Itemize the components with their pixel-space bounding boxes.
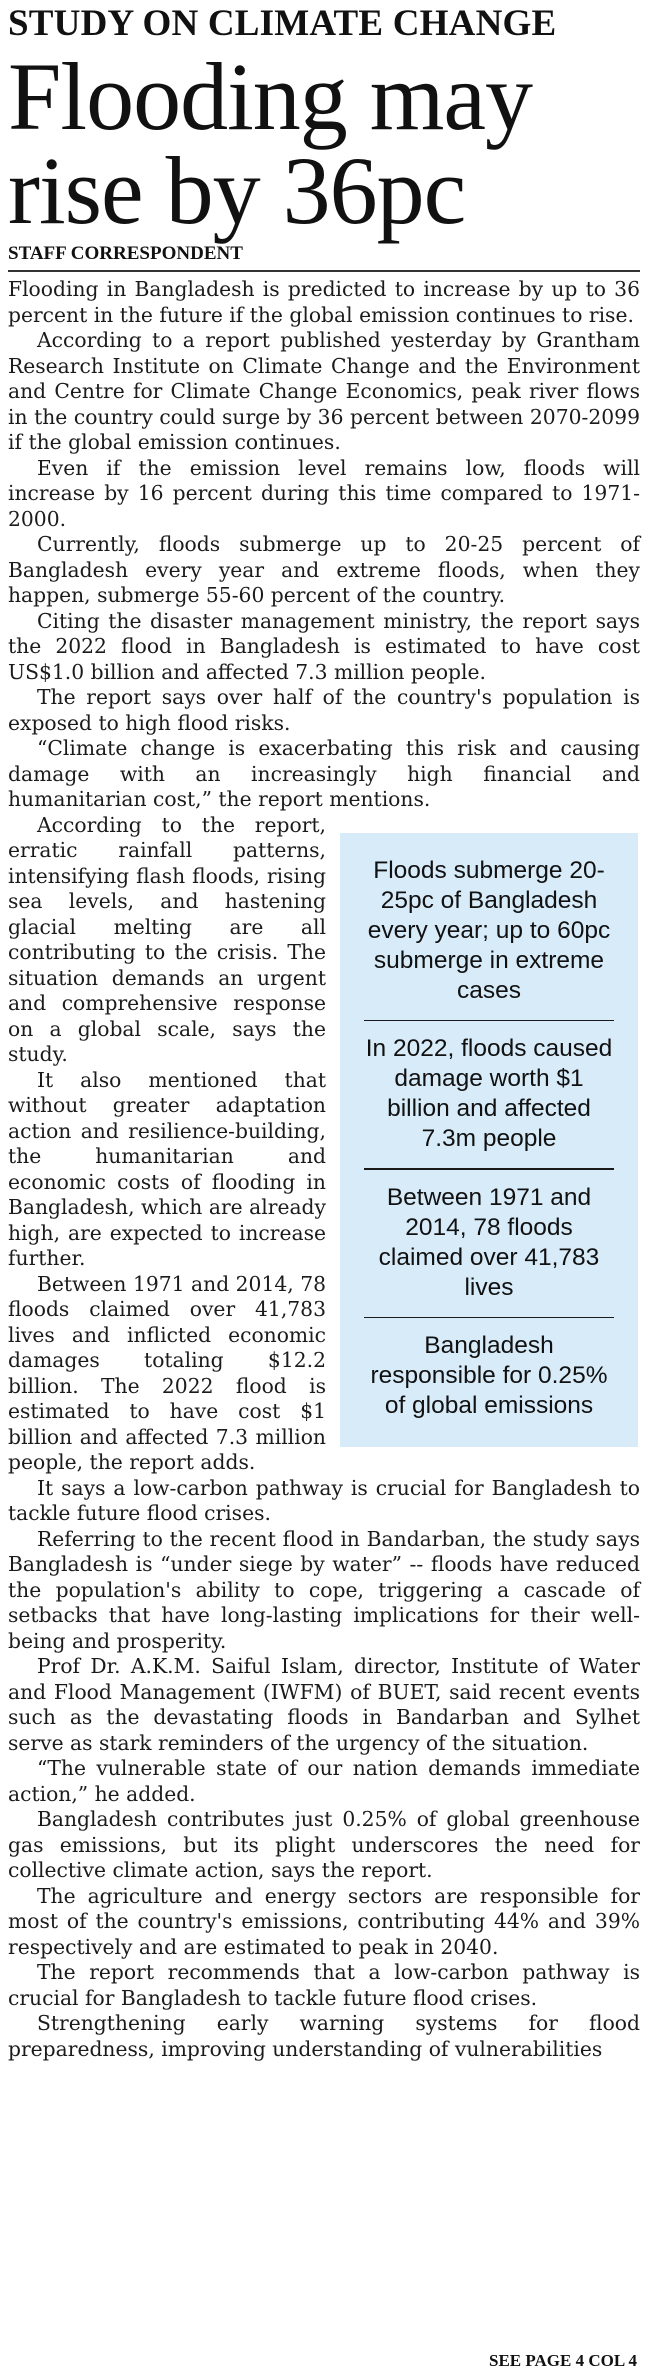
factbox xyxy=(340,833,638,1448)
kicker: STUDY ON CLIMATE CHANGE xyxy=(8,3,557,44)
factbox-divider xyxy=(364,1168,614,1170)
factbox-item: In 2022, floods caused damage worth $1 billion and affected 7.3m people xyxy=(365,1035,613,1152)
paragraph: According to a report published yesterday by Grantham Research Institute on Climate Change and the Environment and Centre for Climate Change Economics, peak river flows in the country could surge by 36 percent between 2070-2099 if the global emission continues. xyxy=(8,328,640,454)
byline: STAFF CORRESPONDENT xyxy=(8,243,243,264)
paragraph: Even if the emission level remains low, floods will increase by 16 percent during this time compared to 1971-2000. xyxy=(8,455,640,531)
paragraph: Strengthening early warning systems for flood preparedness, improving understanding of vulnerabilities xyxy=(8,2011,640,2061)
paragraph: It says a low-carbon pathway is crucial for Bangladesh to tackle future flood crises. xyxy=(8,1475,640,1525)
paragraph: Currently, floods submerge up to 20-25 percent of Bangladesh every year and extreme floods, when they happen, submerge 55-60 percent of the country. xyxy=(8,532,640,607)
article-body-main xyxy=(8,813,640,2063)
headline-line-1: Flooding may xyxy=(8,43,533,150)
paragraph: “The vulnerable state of our nation demands immediate action,” he added. xyxy=(8,1756,640,1806)
paragraph: The agriculture and energy sectors are responsible for most of the country's emissions, contributing 44% and 39% respectively and are estimated to peak in 2040. xyxy=(8,1883,640,1959)
factbox-divider xyxy=(364,1020,614,1022)
factbox-divider xyxy=(364,1317,614,1319)
paragraph: The report says over half of the country's population is exposed to high flood risks. xyxy=(8,685,640,735)
headline-line-2: rise by 36pc xyxy=(8,137,466,244)
factbox-item: Bangladesh responsible for 0.25% of global emissions xyxy=(370,1332,608,1419)
paragraph: The report recommends that a low-carbon pathway is crucial for Bangladesh to tackle future flood crises. xyxy=(8,1960,640,2010)
article-body-top xyxy=(8,277,640,813)
paragraph: According to the report, erratic rainfall patterns, intensifying flash floods, rising sea levels, and hastening glacial melting are all contributing to the crisis. The situation demands an urgent and comprehensive response on a global scale, says the study. xyxy=(8,812,326,1066)
paragraph: Bangladesh contributes just 0.25% of global greenhouse gas emissions, but its plight underscores the need for collective climate action, says the report. xyxy=(8,1807,640,1882)
paragraph: Referring to the recent flood in Bandarban, the study says Bangladesh is “under siege by water” -- floods have reduced the population's ability to cope, triggering a cascade of setbacks that have long-lasting implications for their well-being and prosperity. xyxy=(8,1526,640,1653)
paragraph: It also mentioned that without greater adaptation action and resilience-building, the humanitarian and economic costs of flooding in Bangladesh, which are already high, are expected to increase further. xyxy=(8,1067,326,1270)
headline xyxy=(8,43,640,244)
paragraph: “Climate change is exacerbating this risk and causing damage with an increasingly high financial and humanitarian cost,” the report mentions. xyxy=(8,736,640,811)
paragraph: Flooding in Bangladesh is predicted to increase by up to 36 percent in the future if the global emission continues to rise. xyxy=(8,277,640,327)
factbox-item: Floods submerge 20-25pc of Bangladesh every year; up to 60pc submerge in extreme cases xyxy=(367,856,611,1004)
divider xyxy=(8,270,640,272)
paragraph: Citing the disaster management ministry, the report says the 2022 flood in Bangladesh is estimated to have cost US$1.0 billion and affected 7.3 million people. xyxy=(8,608,640,684)
paragraph: Between 1971 and 2014, 78 floods claimed over 41,783 lives and inflicted economic damages totaling $12.2 billion. The 2022 flood is estimated to have cost $1 billion and affected 7.3 million people, the report adds. xyxy=(8,1271,326,1474)
continuation-note: SEE PAGE 4 COL 4 xyxy=(489,2351,637,2370)
paragraph: Prof Dr. A.K.M. Saiful Islam, director, Institute of Water and Flood Management (IWFM) of BUET, said recent events such as the devastating floods in Bandarban and Sylhet serve as stark reminders of the urgency of the situation. xyxy=(8,1654,640,1755)
factbox-item: Between 1971 and 2014, 78 floods claimed over 41,783 lives xyxy=(378,1183,600,1301)
